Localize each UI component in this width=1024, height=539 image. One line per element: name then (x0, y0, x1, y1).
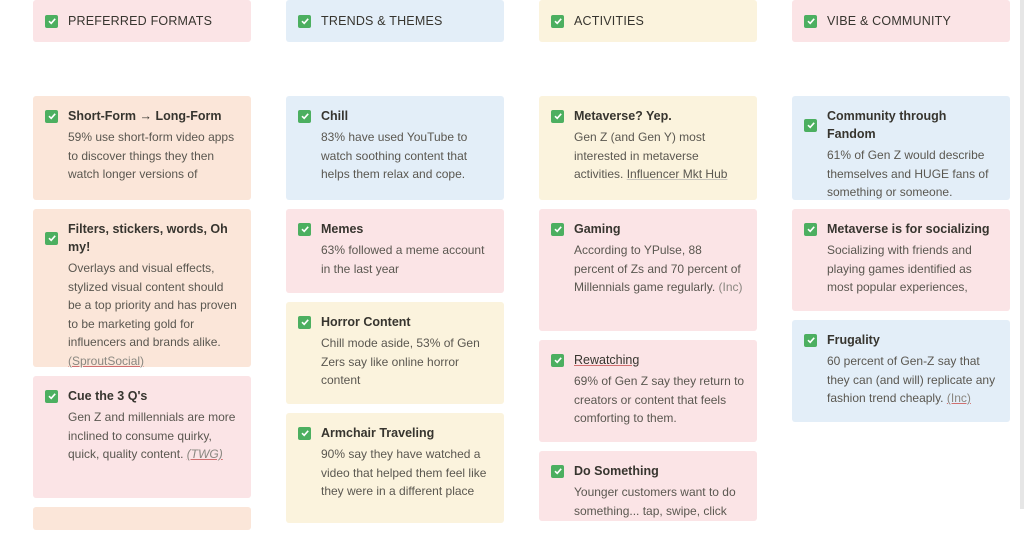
checkbox-checked-icon[interactable] (45, 232, 58, 245)
checkbox-checked-icon[interactable] (804, 334, 817, 347)
card[interactable] (33, 507, 251, 530)
card-title: Chill (321, 109, 349, 123)
checkbox-checked-icon[interactable] (298, 223, 311, 236)
card[interactable] (792, 96, 1010, 200)
checkbox-checked-icon[interactable] (45, 390, 58, 403)
checkbox-checked-icon[interactable] (551, 354, 564, 367)
card-body: Socializing with friends and playing games identified as most popular experiences, (827, 243, 972, 294)
source-link[interactable]: (Inc) (946, 391, 971, 405)
card[interactable] (286, 413, 504, 523)
card-title: Community through Fandom (827, 109, 947, 141)
card[interactable] (33, 376, 251, 498)
card[interactable] (33, 209, 251, 367)
card-title: Horror Content (321, 315, 411, 329)
card[interactable] (539, 209, 757, 331)
source-link[interactable]: (SproutSocial) (68, 353, 145, 368)
checkbox-checked-icon[interactable] (298, 110, 311, 123)
card-title: Memes (321, 222, 364, 236)
checkbox-checked-icon[interactable] (45, 15, 58, 28)
checkbox-checked-icon[interactable] (551, 465, 564, 478)
column-header[interactable] (33, 0, 251, 42)
checkbox-checked-icon[interactable] (298, 316, 311, 329)
checkbox-checked-icon[interactable] (45, 110, 58, 123)
column-header-label: ACTIVITIES (574, 14, 645, 28)
card[interactable] (33, 96, 251, 200)
card-body: Overlays and visual effects, stylized visual content should be a top priority and has proven to be marketing gold for influencers and brands alike. (68, 261, 237, 349)
card-body: According to YPulse, 88 percent of Zs and 70 percent of Millennials game regularly. (574, 243, 741, 294)
card-title: Short-Form → Long-Form (68, 109, 222, 123)
card-body: Younger customers want to do something... tap, swipe, click (574, 485, 736, 518)
source-link[interactable]: (Inc) (718, 280, 743, 294)
card-title: Frugality (827, 333, 880, 347)
card[interactable] (286, 209, 504, 293)
card-title: Armchair Traveling (321, 426, 435, 440)
card[interactable] (286, 96, 504, 200)
column-header[interactable] (286, 0, 504, 42)
card-body: 90% say they have watched a video that helped them feel like they were in a different place (321, 447, 487, 498)
card-body: 61% of Gen Z would describe themselves and HUGE fans of something or someone. (827, 148, 989, 199)
card[interactable] (539, 451, 757, 521)
card[interactable] (792, 209, 1010, 311)
checkbox-checked-icon[interactable] (551, 15, 564, 28)
card-title: Metaverse? Yep. (574, 109, 672, 123)
checkbox-checked-icon[interactable] (804, 223, 817, 236)
column-header-label: TRENDS & THEMES (321, 14, 443, 28)
card-body: Gen Z (and Gen Y) most interested in metaverse activities. (574, 130, 706, 181)
card-body: Gen Z and millennials are more inclined to consume quirky, quick, quality content. (68, 410, 236, 461)
card-body: Chill mode aside, 53% of Gen Zers say like online horror content (321, 336, 480, 387)
card-body: 63% followed a meme account in the last year (321, 243, 485, 276)
column-header-label: VIBE & COMMUNITY (827, 14, 952, 28)
card[interactable] (286, 302, 504, 404)
card-title: Cue the 3 Q's (68, 389, 148, 403)
checkbox-checked-icon[interactable] (551, 223, 564, 236)
card-title: Gaming (574, 222, 621, 236)
checkbox-checked-icon[interactable] (804, 119, 817, 132)
card[interactable] (539, 96, 757, 200)
checkbox-checked-icon[interactable] (298, 427, 311, 440)
card-body: 69% of Gen Z say they return to creators or content that feels comforting to them. (574, 374, 745, 425)
card-title: Rewatching (574, 353, 640, 367)
checkbox-checked-icon[interactable] (298, 15, 311, 28)
column-vibe-community (792, 0, 1010, 405)
column-header-label: PREFERRED FORMATS (68, 14, 213, 28)
column-trends-themes (286, 0, 504, 498)
column-activities (539, 0, 757, 518)
page-edge (1020, 0, 1024, 509)
checkbox-checked-icon[interactable] (804, 15, 817, 28)
card-title: Filters, stickers, words, Oh my! (68, 222, 228, 254)
checkbox-checked-icon[interactable] (551, 110, 564, 123)
source-link[interactable]: (TWG) (186, 447, 223, 461)
card[interactable] (792, 320, 1010, 422)
column-header[interactable] (792, 0, 1010, 42)
card[interactable] (539, 340, 757, 442)
card-body: 59% use short-form video apps to discover things they then watch longer versions of (68, 130, 235, 181)
card-body: 83% have used YouTube to watch soothing content that helps them relax and cope. (321, 130, 468, 181)
card-body: 60 percent of Gen-Z say that they can (and will) replicate any fashion trend cheaply. (827, 354, 996, 405)
source-link[interactable]: Influencer Mkt Hub (626, 167, 728, 181)
column-header[interactable] (539, 0, 757, 42)
column-preferred-formats (33, 0, 251, 461)
card-title: Metaverse is for socializing (827, 222, 990, 236)
card-title: Do Something (574, 464, 659, 478)
